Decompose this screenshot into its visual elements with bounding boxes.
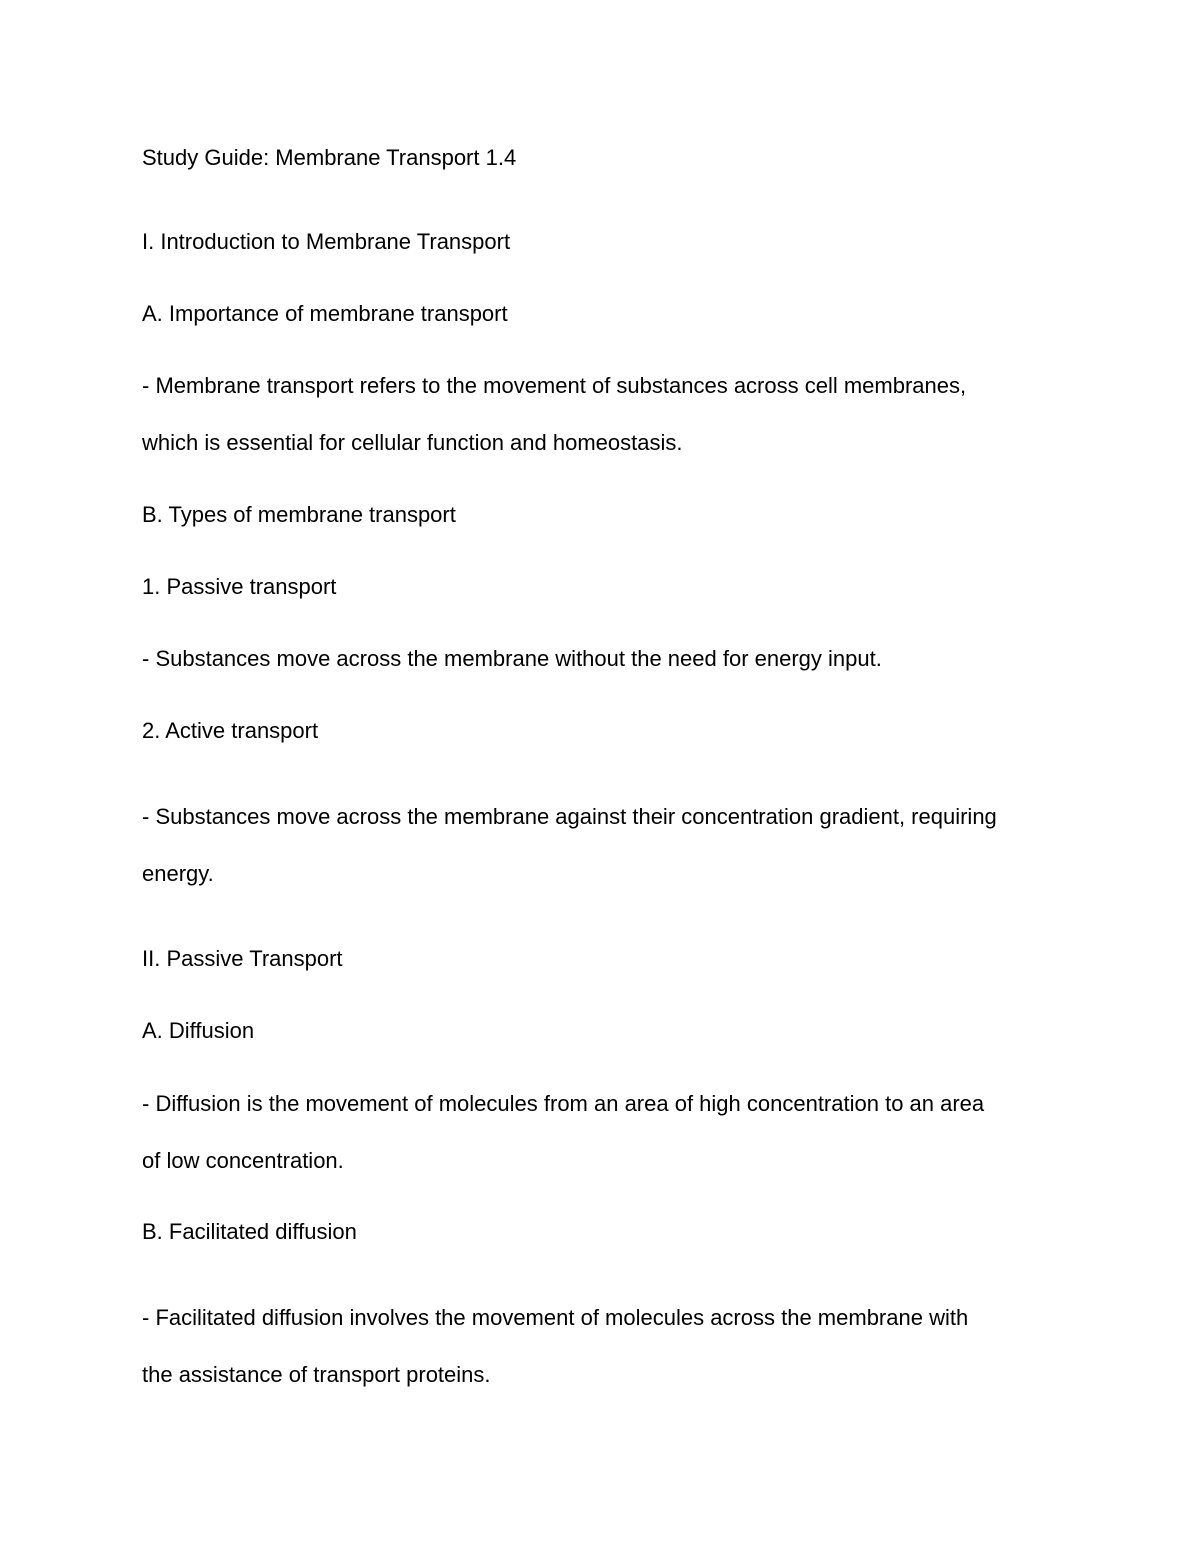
list-item-active: 2. Active transport (142, 718, 319, 743)
paragraph-line: of low concentration. (142, 1148, 344, 1173)
section-heading-introduction: I. Introduction to Membrane Transport (142, 229, 511, 254)
paragraph-line: - Substances move across the membrane without the need for energy input. (142, 646, 882, 671)
paragraph-line: energy. (142, 861, 214, 886)
list-item-passive: 1. Passive transport (142, 574, 337, 599)
paragraph-line: - Diffusion is the movement of molecules from an area of high concentration to an area (142, 1091, 985, 1116)
subheading-facilitated-diffusion: B. Facilitated diffusion (142, 1219, 357, 1244)
document-title: Study Guide: Membrane Transport 1.4 (142, 145, 517, 170)
subheading-types: B. Types of membrane transport (142, 502, 456, 527)
paragraph-line: - Membrane transport refers to the movement of substances across cell membranes, (142, 373, 967, 398)
subheading-importance: A. Importance of membrane transport (142, 301, 508, 326)
paragraph-line: - Substances move across the membrane against their concentration gradient, requiring (142, 804, 997, 829)
paragraph-line: the assistance of transport proteins. (142, 1362, 491, 1387)
subheading-diffusion: A. Diffusion (142, 1018, 255, 1043)
paragraph-line: which is essential for cellular function and homeostasis. (142, 430, 683, 455)
section-heading-passive-transport: II. Passive Transport (142, 946, 343, 971)
paragraph-line: - Facilitated diffusion involves the movement of molecules across the membrane with (142, 1305, 969, 1330)
